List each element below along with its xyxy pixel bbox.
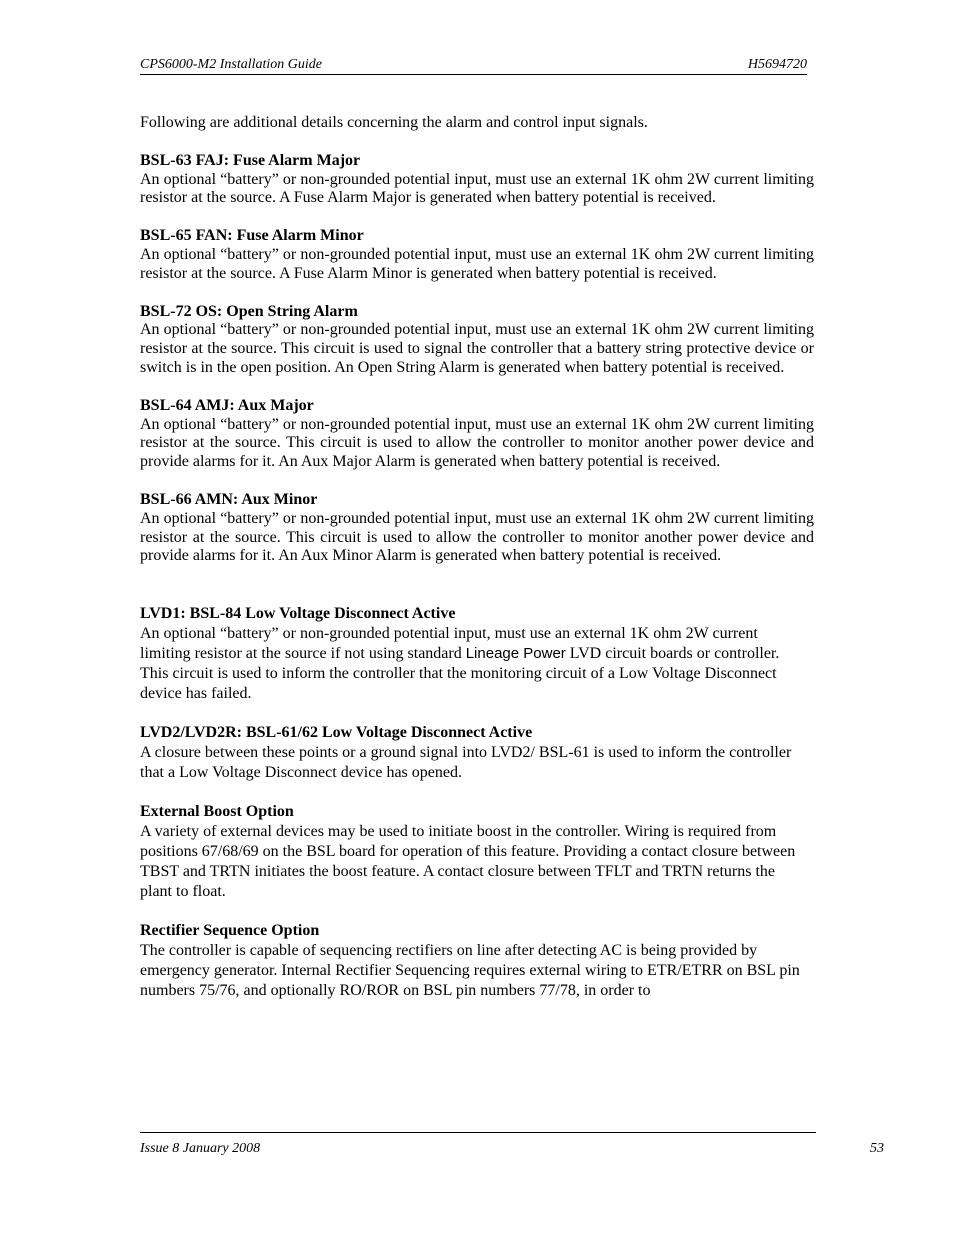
page-number: 53 <box>870 1141 884 1156</box>
section-body: A closure between these points or a ground signal into LVD2/ BSL-61 is used to inform the controller that a Low Voltage Disconnect device has opened. <box>140 744 792 782</box>
section-lvd1 <box>140 604 808 704</box>
section-aux-minor <box>140 491 814 566</box>
section-rectifier-sequence <box>140 921 808 1001</box>
section-heading: BSL-66 AMN: Aux Minor <box>140 490 318 508</box>
lvd1-body-start: An optional “battery” or non-grounded potential input, must use an external 1K ohm 2W current limiting resistor at the source if not using standard <box>140 625 758 663</box>
section-heading: BSL-72 OS: Open String Alarm <box>140 302 358 320</box>
page-header <box>140 56 807 75</box>
section-body: An optional “battery” or non-grounded potential input, must use an external 1K ohm 2W current limiting resistor at the source. This circuit is used to signal the controller that a battery string protective device or switch is in the open position. An Open String Alarm is generated when battery potential is received. <box>140 321 814 376</box>
section-lvd2 <box>140 723 808 783</box>
section-heading: Rectifier Sequence Option <box>140 922 320 940</box>
section-body: An optional “battery” or non-grounded potential input, must use an external 1K ohm 2W current limiting resistor at the source. This circuit is used to allow the controller to monitor another power device and provide alarms for it. An Aux Major Alarm is generated when battery potential is received. <box>140 415 814 471</box>
section-heading: LVD1: BSL-84 Low Voltage Disconnect Active <box>140 605 456 623</box>
document-number: H5694720 <box>747 57 807 72</box>
lvd1-body-end: LVD circuit boards or controller. This circuit is used to inform the controller that the monitoring circuit of a Low Voltage Disconnect device has failed. <box>140 645 780 703</box>
section-spacer <box>140 585 814 604</box>
page-footer <box>140 1132 884 1156</box>
issue-date: Issue 8 January 2008 <box>140 1141 261 1156</box>
section-body: The controller is capable of sequencing rectifiers on line after detecting AC is being provided by emergency generator. Internal Rectifier Sequencing requires external wiring to ETR/ETRR on BSL pin numbers 75/76, and optionally RO/ROR on BSL pin numbers 77/78, in order to <box>140 942 800 1000</box>
section-body: A variety of external devices may be used to initiate boost in the controller. Wiring is required from positions 67/68/69 on the BSL board for operation of this feature. Providing a contact closure between TBST and TRTN initiates the boost feature. A contact closure between TFLT and TRTN returns the plant to float. <box>140 823 796 901</box>
section-fuse-alarm-minor <box>140 227 814 283</box>
section-aux-major <box>140 397 814 472</box>
section-body <box>140 624 808 704</box>
page-body <box>140 114 814 1020</box>
section-body: An optional “battery” or non-grounded potential input, must use an external 1K ohm 2W current limiting resistor at the source. A Fuse Alarm Minor is generated when battery potential is received. <box>140 245 814 282</box>
section-open-string-alarm <box>140 303 814 378</box>
section-heading: LVD2/LVD2R: BSL-61/62 Low Voltage Disconnect Active <box>140 724 533 742</box>
section-fuse-alarm-major <box>140 152 814 208</box>
section-heading: BSL-63 FAJ: Fuse Alarm Major <box>140 151 361 169</box>
section-heading: BSL-64 AMJ: Aux Major <box>140 396 314 414</box>
section-body: An optional “battery” or non-grounded potential input, must use an external 1K ohm 2W current limiting resistor at the source. A Fuse Alarm Major is generated when battery potential is received. <box>140 170 814 207</box>
intro-paragraph: Following are additional details concerning the alarm and control input signals. <box>140 114 648 131</box>
section-heading: BSL-65 FAN: Fuse Alarm Minor <box>140 227 364 245</box>
section-external-boost <box>140 802 808 902</box>
brand-name: Lineage Power <box>465 645 566 663</box>
section-body: An optional “battery” or non-grounded potential input, must use an external 1K ohm 2W current limiting resistor at the source. This circuit is used to allow the controller to monitor another power device and provide alarms for it. An Aux Minor Alarm is generated when battery potential is received. <box>140 509 814 565</box>
section-heading: External Boost Option <box>140 803 294 821</box>
document-title: CPS6000-M2 Installation Guide <box>140 57 322 72</box>
